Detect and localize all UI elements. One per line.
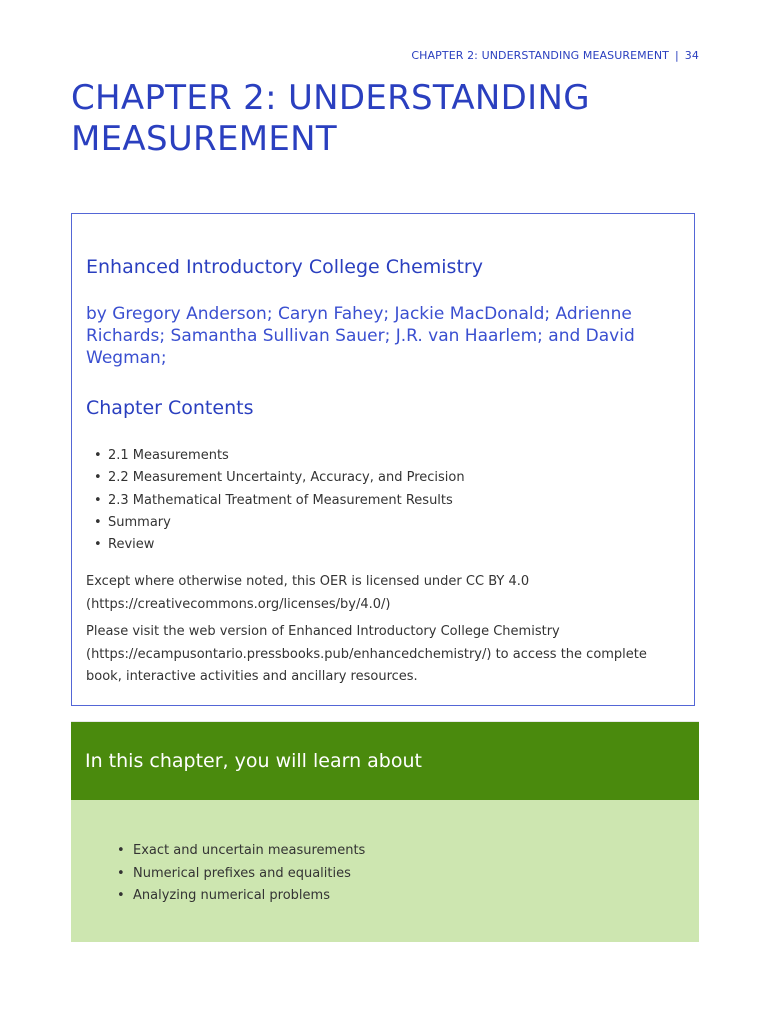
- contents-list: [86, 445, 465, 556]
- learning-item: • Exact and uncertain measurements: [111, 840, 365, 863]
- contents-item: • 2.1 Measurements: [86, 445, 465, 467]
- contents-item: • Summary: [86, 512, 465, 534]
- learning-item: • Analyzing numerical problems: [111, 885, 365, 908]
- book-info-box: [71, 213, 695, 706]
- contents-heading: Chapter Contents: [86, 397, 254, 419]
- license-note: Except where otherwise noted, this OER is licensed under CC BY 4.0 (https://creativecommons.org/licenses/by/4.0/): [86, 574, 530, 612]
- learning-objectives-list: [111, 840, 365, 908]
- running-header: [411, 49, 699, 62]
- authors: by Gregory Anderson; Caryn Fahey; Jackie MacDonald; Adrienne Richards; Samantha Sullivan Sauer; J.R. van Haarlem; and David Wegman;: [86, 304, 635, 368]
- running-title: CHAPTER 2: UNDERSTANDING MEASUREMENT: [411, 49, 669, 62]
- contents-item: • 2.2 Measurement Uncertainty, Accuracy, and Precision: [86, 467, 465, 489]
- learning-item: • Numerical prefixes and equalities: [111, 863, 365, 886]
- learning-objectives-box: [71, 721, 699, 942]
- visit-note: Please visit the web version of Enhanced Introductory College Chemistry (https://ecampusontario.pressbooks.pub/enhancedchemistry/) to access the complete book, interactive activities and ancillary resources.: [86, 624, 647, 684]
- learning-objectives-header: [71, 722, 699, 800]
- learning-objectives-title: In this chapter, you will learn about: [85, 750, 422, 772]
- book-title: Enhanced Introductory College Chemistry: [86, 256, 483, 278]
- header-separator: |: [674, 49, 679, 62]
- contents-item: • Review: [86, 534, 465, 556]
- contents-item: • 2.3 Mathematical Treatment of Measurement Results: [86, 490, 465, 512]
- page-number: 34: [684, 49, 699, 62]
- chapter-title: CHAPTER 2: UNDERSTANDING MEASUREMENT: [71, 78, 590, 159]
